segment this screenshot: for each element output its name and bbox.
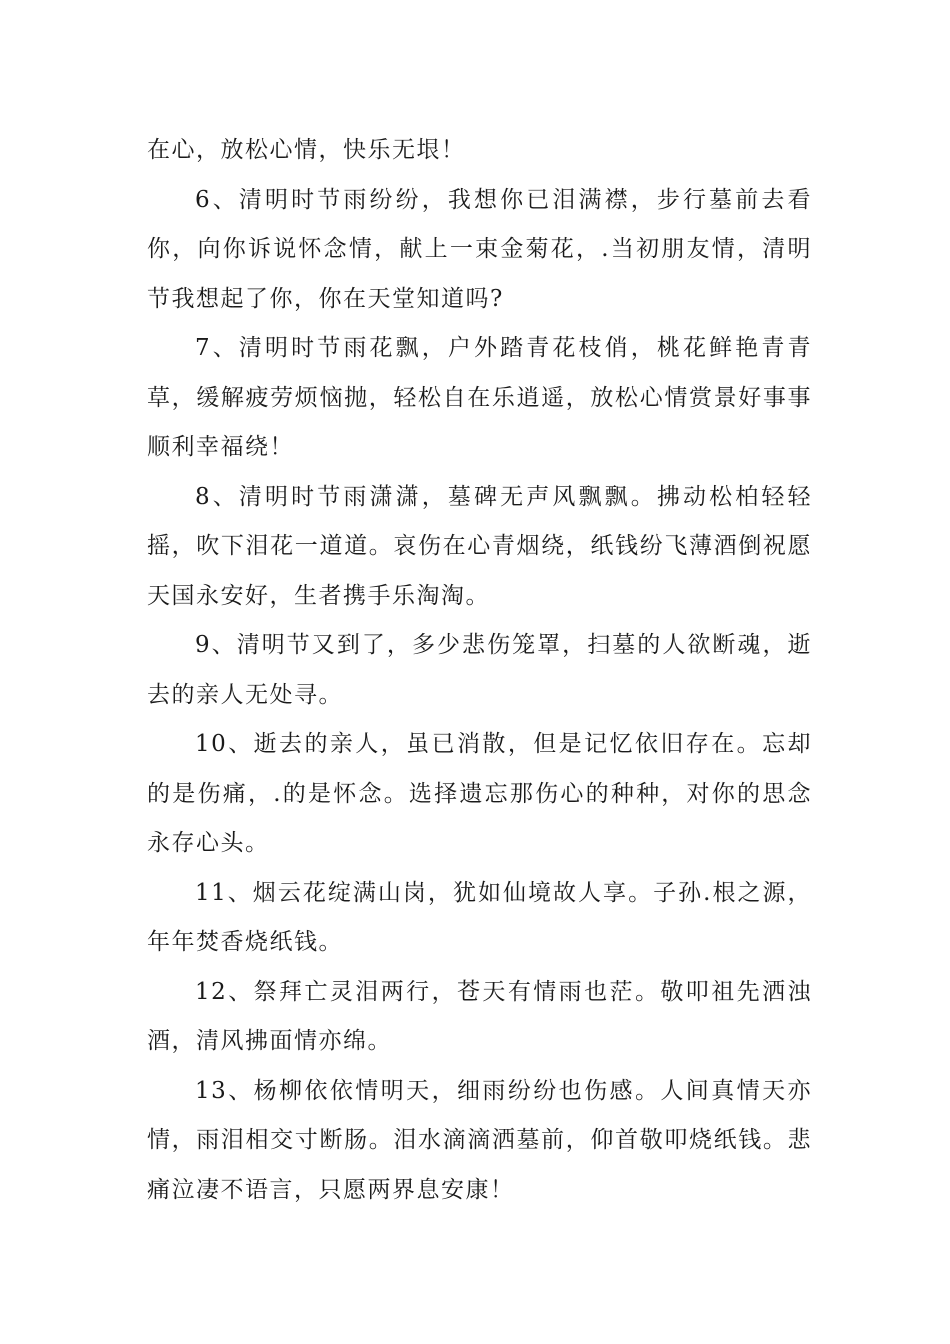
paragraph-continuation: 在心，放松心情，快乐无垠！ xyxy=(147,137,466,163)
paragraph-item-10: 10、逝去的亲人，虽已消散，但是记忆依旧存在。忘却的是伤痛，.的是怀念。选择遗忘那伤心的种种，对你的思念永存心头。 xyxy=(147,731,812,856)
paragraph-item-12: 12、祭拜亡灵泪两行，苍天有情雨也茫。敬叩祖先洒浊酒，清风拂面情亦绵。 xyxy=(147,978,812,1054)
paragraph-item-11: 11、烟云花绽满山岗，犹如仙境故人享。子孙.根之源，年年焚香烧纸钱。 xyxy=(147,879,812,955)
document-body xyxy=(147,126,812,1215)
paragraph-item-13: 13、杨柳依依情明天，细雨纷纷也伤感。人间真情天亦情，雨泪相交寸断肠。泪水滴滴洒墓前，仰首敬叩烧纸钱。悲痛泣凄不语言，只愿两界息安康！ xyxy=(147,1077,812,1203)
paragraph-item-9: 9、清明节又到了，多少悲伤笼罩，扫墓的人欲断魂，逝去的亲人无处寻。 xyxy=(147,632,812,708)
paragraph-item-6: 6、清明时节雨纷纷，我想你已泪满襟，步行墓前去看你，向你诉说怀念情，献上一束金菊花，.当初朋友情，清明节我想起了你，你在天堂知道吗? xyxy=(147,186,812,312)
paragraph-item-8: 8、清明时节雨潇潇，墓碑无声风飘飘。拂动松柏轻轻摇，吹下泪花一道道。哀伤在心青烟绕，纸钱纷飞薄酒倒祝愿天国永安好，生者携手乐淘淘。 xyxy=(147,483,812,609)
paragraph-item-7: 7、清明时节雨花飘，户外踏青花枝俏，桃花鲜艳青青草，缓解疲劳烦恼抛，轻松自在乐逍遥，放松心情赏景好事事顺利幸福绕！ xyxy=(147,335,812,460)
